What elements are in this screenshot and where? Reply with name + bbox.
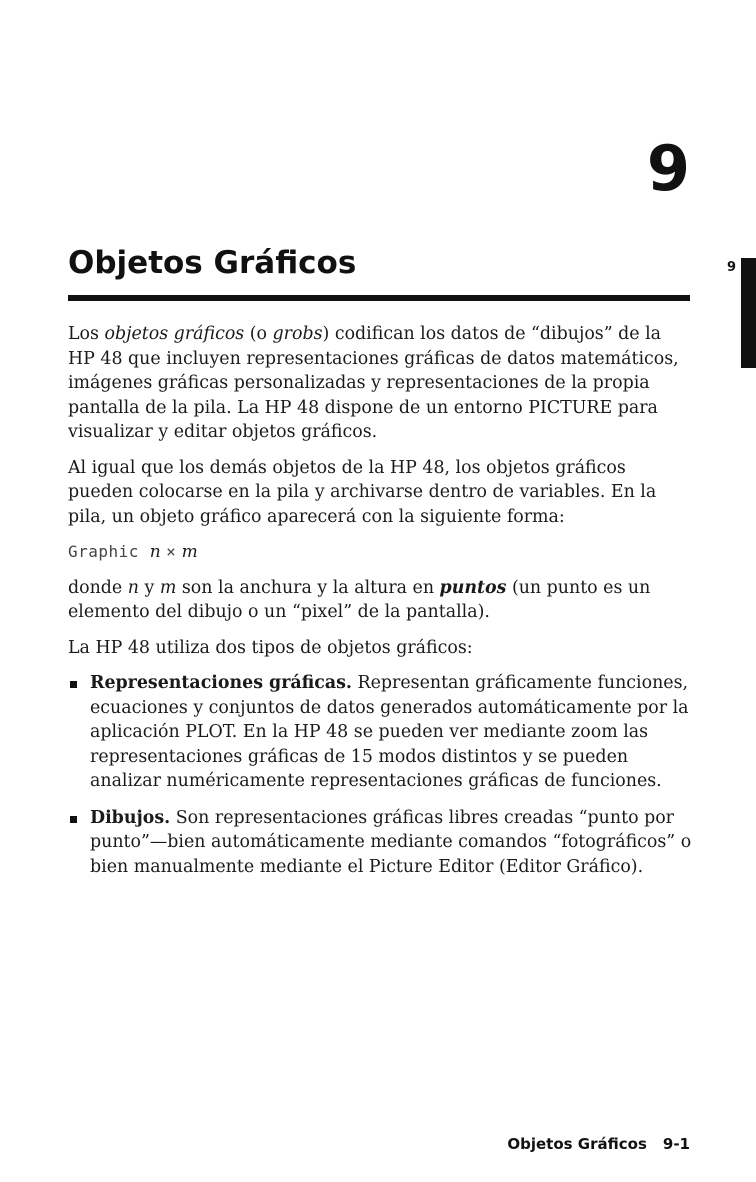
text-run: donde bbox=[68, 577, 128, 598]
bullet-term: Representaciones gráficas. bbox=[90, 673, 352, 693]
code-keyword: Graphic bbox=[68, 542, 139, 561]
term-grobs: grobs bbox=[272, 324, 323, 344]
code-example bbox=[68, 540, 692, 565]
code-var-m: m bbox=[181, 542, 198, 562]
footer-page-number: 9-1 bbox=[662, 1135, 690, 1153]
term-objetos-graficos: objetos gráficos bbox=[104, 324, 245, 344]
text-run: son la anchura y la altura en bbox=[176, 577, 440, 598]
list-item bbox=[68, 671, 692, 794]
side-tab-bar bbox=[741, 258, 756, 368]
text-run: ) codifican los datos de “dibujos” de la HP 48 que incluyen representaciones gráficas de datos matemáticos, imágenes gráficas personalizadas y representaciones de la propia pantalla de la pila. La HP 48 dispone de un entorno PICTURE para visualizar y editar objetos gráficos. bbox=[68, 324, 679, 442]
page-footer bbox=[507, 1137, 690, 1152]
types-list bbox=[68, 671, 692, 879]
text-run: Los bbox=[68, 324, 105, 344]
code-times: × bbox=[166, 542, 177, 561]
chapter-title: Objetos Gráficos bbox=[68, 245, 357, 281]
var-n: n bbox=[127, 577, 139, 598]
intro-paragraph-1 bbox=[68, 322, 692, 445]
code-var-n: n bbox=[149, 542, 161, 562]
bullet-term: Dibujos. bbox=[90, 807, 171, 828]
intro-paragraph-2: Al igual que los demás objetos de la HP 48, los objetos gráficos pueden colocarse en la pila y archivarse dentro de variables. En la pila, un objeto gráfico aparecerá con la siguiente forma: bbox=[68, 457, 657, 527]
bullet-square-icon bbox=[70, 681, 77, 688]
title-rule bbox=[68, 295, 690, 301]
term-puntos: puntos bbox=[439, 577, 507, 598]
list-item bbox=[68, 806, 692, 880]
side-tab-label: 9 bbox=[727, 260, 737, 275]
types-intro: La HP 48 utiliza dos tipos de objetos gráficos: bbox=[68, 637, 473, 658]
text-run: (o bbox=[244, 324, 273, 344]
text-run: (un punto es un elemento del dibujo o un “pixel” de la pantalla). bbox=[68, 577, 651, 622]
definition-paragraph bbox=[68, 576, 692, 625]
footer-title: Objetos Gráficos bbox=[507, 1135, 647, 1153]
var-m: m bbox=[159, 577, 177, 598]
bullet-text: Representan gráficamente funciones, ecuaciones y conjuntos de datos generados automáticamente por la aplicación PLOT. En la HP 48 se pueden ver mediante zoom las representaciones gráficas de 15 modos distintos y se pueden analizar numéricamente representaciones gráficas de funciones. bbox=[90, 673, 689, 791]
bullet-text: Son representaciones gráficas libres creadas “punto por punto”—bien automáticamente mediante comandos “fotográficos” o bien manualmente mediante el Picture Editor (Editor Gráfico). bbox=[90, 807, 692, 877]
chapter-content bbox=[68, 322, 692, 891]
bullet-square-icon bbox=[70, 816, 77, 823]
chapter-number: 9 bbox=[646, 132, 690, 205]
text-run: y bbox=[138, 577, 160, 598]
